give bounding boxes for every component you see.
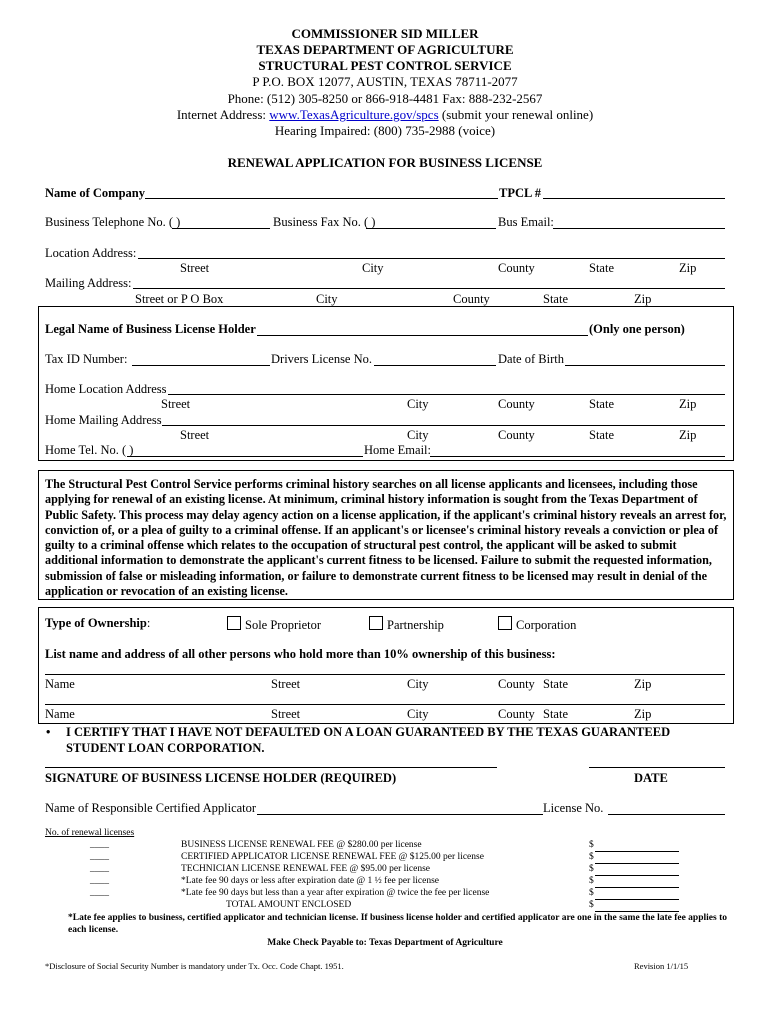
fee-item-late-90: *Late fee 90 days or less after expiration date @ 1 ½ fee per license bbox=[181, 876, 440, 886]
home-email-label: Home Email: bbox=[364, 443, 431, 457]
payable-instruction: Make Check Payable to: Texas Department of Agriculture bbox=[267, 938, 503, 948]
applicator-name-field[interactable] bbox=[257, 814, 543, 815]
legal-name-field[interactable] bbox=[257, 335, 588, 336]
agency-department: TEXAS DEPARTMENT OF AGRICULTURE bbox=[256, 42, 514, 57]
late-fee-note: *Late fee applies to business, certified applicator and technician license. If business license holder and certified applicator are one in the same the late fee applies to each license. bbox=[68, 913, 727, 935]
option-corporation[interactable] bbox=[498, 616, 576, 633]
revision-date: Revision 1/1/15 bbox=[634, 961, 689, 971]
applicator-license-field[interactable] bbox=[608, 814, 725, 815]
corporation-label: Corporation bbox=[516, 618, 577, 632]
fee-count-blank-2[interactable]: ____ bbox=[90, 852, 109, 862]
agency-internet bbox=[0, 107, 770, 123]
ssn-disclosure: *Disclosure of Social Security Number is mandatory under Tx. Occ. Code Chapt. 1951. bbox=[45, 961, 344, 971]
only-one-person-note: (Only one person) bbox=[589, 322, 685, 336]
home-location-label: Home Location Address bbox=[45, 382, 167, 396]
location-state-caption: State bbox=[589, 261, 614, 275]
mailing-county-caption: County bbox=[453, 292, 490, 306]
owner-row-1-state-caption: State bbox=[543, 677, 568, 691]
agency-commissioner: COMMISSIONER SID MILLER bbox=[291, 26, 479, 41]
home-location-street-caption: Street bbox=[161, 397, 191, 411]
fee-dollar-2: $ bbox=[589, 852, 594, 862]
option-partnership[interactable] bbox=[369, 616, 444, 633]
home-mailing-city-caption: City bbox=[407, 428, 429, 442]
date-of-birth-label: Date of Birth bbox=[498, 352, 564, 366]
applicator-name-label: Name of Responsible Certified Applicator bbox=[45, 801, 257, 815]
home-location-field[interactable] bbox=[168, 394, 725, 395]
location-county-caption: County bbox=[498, 261, 535, 275]
internet-prefix: Internet Address: bbox=[176, 107, 270, 122]
certify-bullet: • bbox=[46, 725, 51, 739]
agency-phone: Phone: (512) 305-8250 or 866-918-4481 Fax: 888-232-2567 bbox=[227, 91, 543, 106]
fee-item-technician: TECHNICIAN LICENSE RENEWAL FEE @ $95.00 per license bbox=[181, 864, 431, 874]
ownership-type-label-wrap bbox=[45, 616, 150, 631]
business-phone-field[interactable] bbox=[172, 228, 270, 229]
form-title: RENEWAL APPLICATION FOR BUSINESS LICENSE bbox=[227, 155, 543, 170]
sole-proprietor-checkbox[interactable] bbox=[227, 616, 241, 630]
fee-dollar-1: $ bbox=[589, 840, 594, 850]
home-mailing-state-caption: State bbox=[589, 428, 614, 442]
fee-amount-field-5[interactable] bbox=[595, 899, 679, 900]
business-email-label: Bus Email: bbox=[498, 215, 554, 229]
fee-dollar-5: $ bbox=[589, 888, 594, 898]
home-mailing-label: Home Mailing Address bbox=[45, 413, 162, 427]
tax-id-field[interactable] bbox=[132, 365, 270, 366]
option-sole-proprietor[interactable] bbox=[227, 616, 321, 633]
owner-row-2-field[interactable] bbox=[45, 704, 725, 705]
owner-row-2-zip-caption: Zip bbox=[634, 707, 652, 721]
owner-row-1-street-caption: Street bbox=[271, 677, 301, 691]
location-address-label: Location Address: bbox=[45, 246, 137, 260]
home-email-field[interactable] bbox=[430, 456, 725, 457]
renewal-count-header: No. of renewal licenses bbox=[45, 828, 135, 838]
home-mailing-zip-caption: Zip bbox=[679, 428, 697, 442]
mailing-state-caption: State bbox=[543, 292, 568, 306]
mailing-zip-caption: Zip bbox=[634, 292, 652, 306]
fee-count-blank-3[interactable]: ____ bbox=[90, 864, 109, 874]
business-fax-label: Business Fax No. ( ) bbox=[273, 215, 376, 229]
business-fax-field[interactable] bbox=[366, 228, 496, 229]
agency-website-link[interactable]: www.TexasAgriculture.gov/spcs bbox=[269, 107, 439, 122]
mailing-street-caption: Street or P O Box bbox=[135, 292, 224, 306]
date-of-birth-field[interactable] bbox=[565, 365, 725, 366]
home-mailing-street-caption: Street bbox=[180, 428, 210, 442]
owner-row-2-street-caption: Street bbox=[271, 707, 301, 721]
certify-statement-line1: I CERTIFY THAT I HAVE NOT DEFAULTED ON A LOAN GUARANTEED BY THE TEXAS GUARANTEED bbox=[66, 725, 671, 739]
business-email-field[interactable] bbox=[553, 228, 725, 229]
business-phone-label: Business Telephone No. ( ) bbox=[45, 215, 181, 229]
company-name-label: Name of Company bbox=[45, 186, 145, 200]
sole-proprietor-label: Sole Proprietor bbox=[245, 618, 322, 632]
location-street-caption: Street bbox=[180, 261, 210, 275]
fee-count-blank-5[interactable]: ____ bbox=[90, 888, 109, 898]
corporation-checkbox[interactable] bbox=[498, 616, 512, 630]
fee-dollar-3: $ bbox=[589, 864, 594, 874]
date-label: DATE bbox=[634, 771, 668, 785]
date-field[interactable] bbox=[589, 767, 725, 768]
owner-row-1-city-caption: City bbox=[407, 677, 429, 691]
agency-hearing: Hearing Impaired: (800) 735-2988 (voice) bbox=[274, 123, 496, 138]
fee-amount-field-2[interactable] bbox=[595, 863, 679, 864]
signature-label: SIGNATURE OF BUSINESS LICENSE HOLDER (REQUIRED) bbox=[45, 771, 397, 785]
criminal-history-notice: The Structural Pest Control Service performs criminal history searches on all license applicants and licensees, including those applying for renewal of an existing license. At minimum, criminal history information is sought from the Texas Department of Public Safety. This process may delay agency action on a license application, if the applicant's criminal history reveals an arrest for, conviction of, or a plea of guilty to a criminal offense. If an applicant's or licensee's criminal history reveals a conviction or plea of guilty to a criminal offense which relates to the occupation of structural pest control, the applicant will be asked to submit additional information to demonstrate the applicant's current fitness to be licensed. Failure to submit the requested information, submission of false or misleading information, or failure to demonstrate current fitness to be licensed may result in denial of the application or revocation of an existing license. bbox=[45, 477, 727, 599]
partnership-checkbox[interactable] bbox=[369, 616, 383, 630]
home-location-zip-caption: Zip bbox=[679, 397, 697, 411]
location-city-caption: City bbox=[362, 261, 384, 275]
signature-field[interactable] bbox=[45, 767, 497, 768]
fee-dollar-4: $ bbox=[589, 876, 594, 886]
tpcl-label: TPCL # bbox=[499, 186, 542, 200]
home-location-county-caption: County bbox=[498, 397, 535, 411]
internet-suffix: (submit your renewal online) bbox=[438, 107, 594, 122]
fee-amount-field-4[interactable] bbox=[595, 887, 679, 888]
fee-item-business: BUSINESS LICENSE RENEWAL FEE @ $280.00 per license bbox=[181, 840, 422, 850]
home-location-city-caption: City bbox=[407, 397, 429, 411]
certify-statement-line2: STUDENT LOAN CORPORATION. bbox=[66, 741, 265, 755]
location-address-field[interactable] bbox=[138, 258, 725, 259]
fee-item-late-year: *Late fee 90 days but less than a year after expiration @ twice the fee per license bbox=[181, 888, 490, 898]
tax-id-label: Tax ID Number: bbox=[45, 352, 128, 366]
owner-row-2-county-caption: County bbox=[498, 707, 535, 721]
home-tel-label: Home Tel. No. ( ) bbox=[45, 443, 134, 457]
owner-row-2-name-caption: Name bbox=[45, 707, 75, 721]
fee-dollar-total: $ bbox=[589, 900, 594, 910]
ownership-type-label: Type of Ownership bbox=[45, 616, 147, 630]
company-name-field[interactable] bbox=[145, 198, 498, 199]
ownership-colon: : bbox=[146, 616, 151, 630]
tpcl-field[interactable] bbox=[543, 198, 725, 199]
owner-row-1-name-caption: Name bbox=[45, 677, 75, 691]
drivers-license-label: Drivers License No. bbox=[271, 352, 373, 366]
home-mailing-county-caption: County bbox=[498, 428, 535, 442]
fee-count-blank-1[interactable]: ____ bbox=[90, 840, 109, 850]
agency-service: STRUCTURAL PEST CONTROL SERVICE bbox=[258, 58, 512, 73]
mailing-address-field[interactable] bbox=[133, 288, 725, 289]
agency-address: P P.O. BOX 12077, AUSTIN, TEXAS 78711-2077 bbox=[252, 74, 518, 89]
home-tel-field[interactable] bbox=[127, 456, 363, 457]
owner-row-2-city-caption: City bbox=[407, 707, 429, 721]
ownership-list-instruction: List name and address of all other persons who hold more than 10% ownership of this business: bbox=[45, 647, 556, 661]
fee-amount-field-1[interactable] bbox=[595, 851, 679, 852]
home-location-state-caption: State bbox=[589, 397, 614, 411]
mailing-address-label: Mailing Address: bbox=[45, 276, 132, 290]
owner-row-1-zip-caption: Zip bbox=[634, 677, 652, 691]
applicator-license-label: License No. bbox=[543, 801, 604, 815]
owner-row-2-state-caption: State bbox=[543, 707, 568, 721]
fee-count-blank-4[interactable]: ____ bbox=[90, 876, 109, 886]
fee-amount-field-3[interactable] bbox=[595, 875, 679, 876]
partnership-label: Partnership bbox=[387, 618, 444, 632]
drivers-license-field[interactable] bbox=[374, 365, 496, 366]
total-amount-label: TOTAL AMOUNT ENCLOSED bbox=[226, 900, 352, 910]
owner-row-1-county-caption: County bbox=[498, 677, 535, 691]
legal-name-label: Legal Name of Business License Holder bbox=[45, 322, 256, 336]
home-mailing-field[interactable] bbox=[162, 425, 725, 426]
location-zip-caption: Zip bbox=[679, 261, 697, 275]
mailing-city-caption: City bbox=[316, 292, 338, 306]
fee-item-applicator: CERTIFIED APPLICATOR LICENSE RENEWAL FEE @ $125.00 per license bbox=[181, 852, 484, 862]
owner-row-1-field[interactable] bbox=[45, 674, 725, 675]
